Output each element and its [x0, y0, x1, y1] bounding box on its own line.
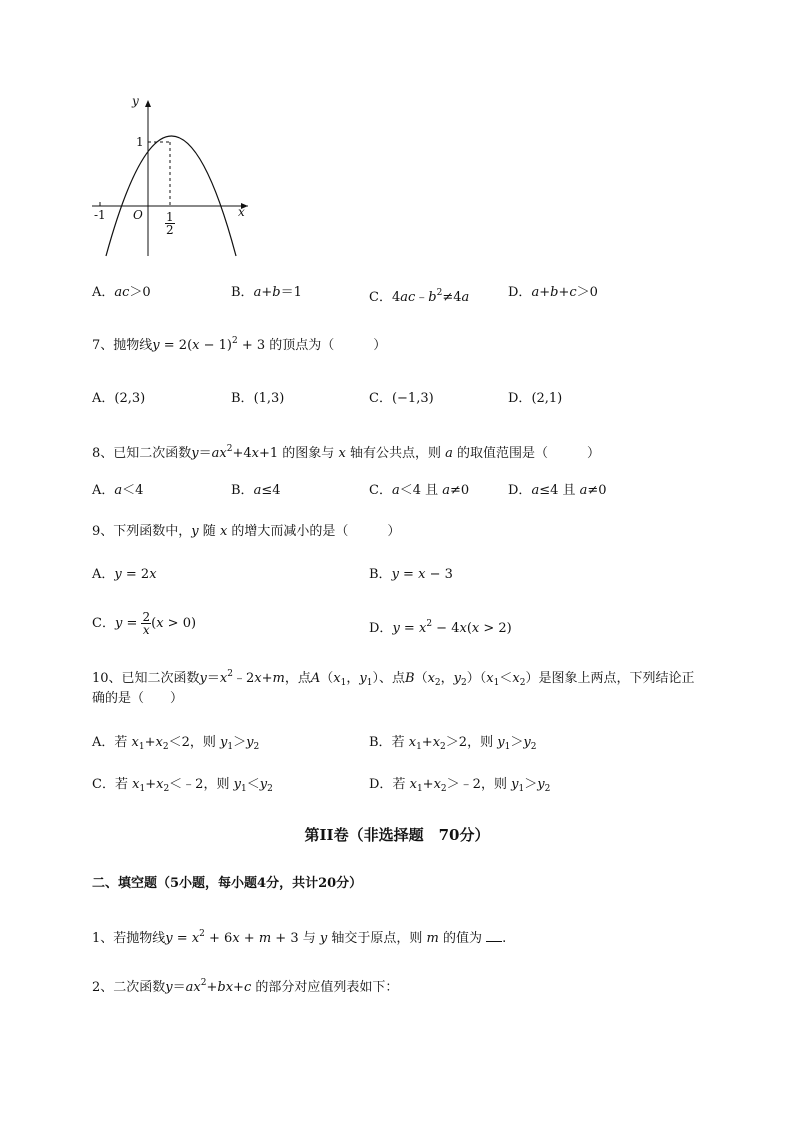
- answer-blank[interactable]: [486, 929, 502, 942]
- q6-option-c: C．$4ac﹣b^2\ne 4a$: [369, 288, 470, 305]
- graph-origin: O: [133, 208, 143, 222]
- fill-q1: 1、若抛物线$y = x^2 + 6x + m + 3$ 与 y 轴交于原点，则 m 的值为 .: [92, 929, 507, 946]
- graph-tick-one: 1: [136, 135, 144, 149]
- q10-option-d: D．若 $x_1+x_2>﹣2$，则 $y_1>y_2$: [369, 777, 551, 794]
- q8-option-d: D．a≤4 且 a≠0: [508, 483, 607, 498]
- q7-option-d: D．(2,1): [508, 391, 563, 406]
- section-title: 第II卷（非选择题 70分）: [304, 826, 490, 844]
- graph-half-fraction: [165, 211, 175, 236]
- q9-option-b: B．y = x − 3: [369, 567, 453, 582]
- q7-option-a: A．(2,3): [92, 391, 146, 406]
- part2-heading: 二、填空题（5小题，每小题4分，共计20分）: [92, 876, 363, 891]
- graph-half-numerator: 1: [166, 210, 174, 224]
- q8-option-b: B．a≤4: [231, 483, 281, 498]
- q8-option-a: A．a＜4: [92, 483, 144, 498]
- graph-tick-neg1: -1: [94, 208, 106, 222]
- q9-stem: 9、下列函数中，y 随 x 的增大而减小的是（ ）: [92, 524, 401, 539]
- graph-x-label: x: [238, 205, 245, 219]
- q10-stem-line1: 10、已知二次函数$y=x^2﹣2x+m$，点$A(x_1$，$y_1$）、点$B(x_2$，$y_2)(x_1<x_2)$是图象上两点，下列结论正: [92, 669, 695, 688]
- graph-half-denominator: 2: [166, 223, 174, 237]
- q10-option-c: C．若 $x_1+x_2<﹣2$，则 $y_1<y_2$: [92, 777, 273, 794]
- q10-option-b: B．若 $x_1+x_2>2$，则 $y_1>y_2$: [369, 735, 537, 752]
- q6-option-d: D．a+b+c＞0: [508, 285, 598, 300]
- q6-option-a: A．ac＞0: [92, 285, 151, 300]
- q7-stem: 7、抛物线$y = 2(x - 1)^2 + 3$ 的顶点为（ ）: [92, 336, 387, 353]
- q10-stem-line2: 确的是（ ）: [92, 691, 184, 706]
- fill-q2: 2、二次函数$y=ax^2+bx+c$ 的部分对应值列表如下：: [92, 978, 399, 995]
- q9-option-d: D．$y = x^2 - 4x(x > 2)$: [369, 619, 512, 636]
- q9-option-c: C．y = $\frac{2}{x}$ (x > 0): [92, 610, 197, 637]
- q7-option-c: C．(−1,3): [369, 391, 434, 406]
- graph-y-label: y: [132, 94, 139, 108]
- q6-option-b: B．a+b＝1: [231, 285, 302, 300]
- q7-option-b: B．(1,3): [231, 391, 285, 406]
- q9-option-a: A．y = 2x: [92, 567, 157, 582]
- q8-stem: 8、已知二次函数$y=ax^2+4x+1$ 的图象与 x 轴有公共点，则 a 的取值范围是（ ）: [92, 444, 601, 461]
- q8-option-c: C．a＜4 且 a≠0: [369, 483, 470, 498]
- q10-option-a: A．若 $x_1+x_2<2$，则 $y_1>y_2$: [92, 735, 260, 752]
